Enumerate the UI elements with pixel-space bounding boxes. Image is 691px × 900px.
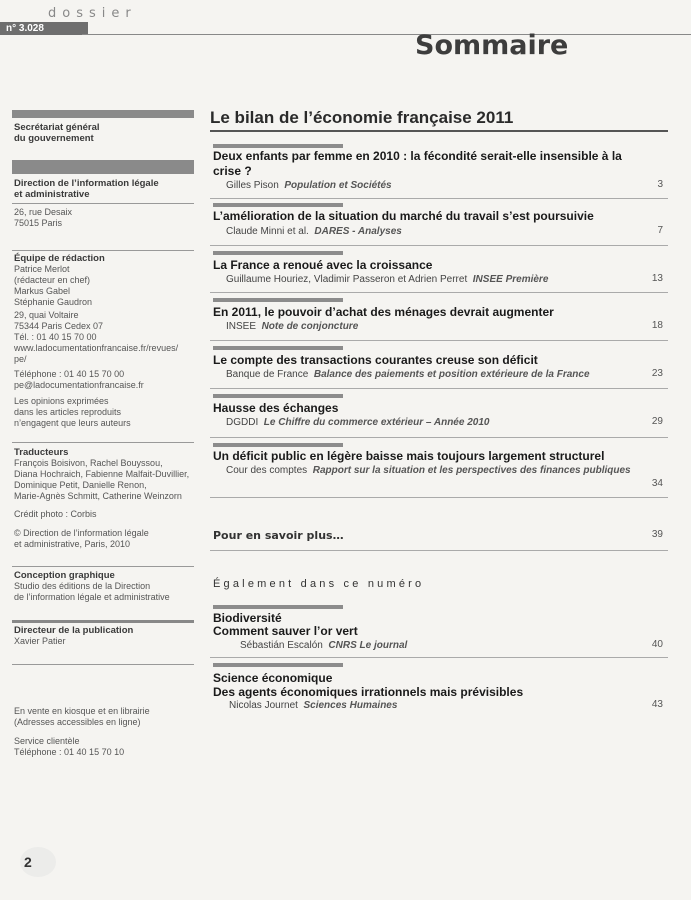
- extra-title[interactable]: Comment sauver l’or vert: [213, 624, 358, 638]
- separator: [210, 388, 668, 389]
- article-title[interactable]: Deux enfants par femme en 2010 : la fécondité serait-elle insensible à la crise ?: [213, 149, 622, 178]
- article-title[interactable]: Hausse des échanges: [213, 401, 339, 415]
- article-source: Claude Minni et al. DARES - Analyses: [226, 226, 402, 237]
- article-source: INSEE Note de conjoncture: [226, 321, 359, 332]
- directeur-heading: Directeur de la publication: [14, 625, 134, 636]
- issue-number: n° 3.028: [0, 22, 88, 35]
- sgg-heading: Secrétariat général du gouvernement: [14, 122, 100, 144]
- page-number: 2: [20, 847, 56, 877]
- traducteurs-heading: Traducteurs: [14, 447, 69, 458]
- separator: [210, 550, 668, 551]
- sidebar-rule: [12, 664, 194, 665]
- extra-source: Nicolas Journet Sciences Humaines: [229, 700, 398, 711]
- article-page: 7: [657, 225, 663, 236]
- article-source: Banque de France Balance des paiements et position extérieure de la France: [226, 369, 590, 380]
- also-heading: Également dans ce numéro: [213, 578, 425, 590]
- extra-section: Biodiversité: [213, 611, 282, 625]
- directeur-name: Xavier Patier: [14, 636, 66, 646]
- main-rule: [210, 130, 668, 132]
- separator: [210, 437, 668, 438]
- dossier-kicker: dossier: [48, 6, 137, 21]
- extra-section: Science économique: [213, 671, 333, 685]
- dila-heading: Direction de l’information légale et administrative: [14, 178, 159, 200]
- disclaimer: Les opinions exprimées dans les articles reproduits n’engagent que leurs auteurs: [14, 396, 131, 428]
- article-bar: [213, 394, 343, 398]
- article-bar: [213, 443, 343, 447]
- extra-page: 40: [651, 639, 663, 650]
- conception-text: Studio des éditions de la Direction de l’information légale et administrative: [14, 581, 170, 602]
- header-rule: [82, 34, 691, 35]
- photo-credit: Crédit photo : Corbis: [14, 509, 97, 519]
- article-title[interactable]: L’amélioration de la situation du marché du travail s’est poursuivie: [213, 209, 594, 223]
- conception-heading: Conception graphique: [14, 570, 115, 581]
- article-page: 34: [651, 478, 663, 489]
- traducteurs-list: François Boisivon, Rachel Bouyssou, Diana Hochraich, Fabienne Malfait-Duvillier, Dominique Petit, Danielle Renon, Marie-Agnès Schmitt, Catherine Weinzorn: [14, 458, 190, 501]
- article-title[interactable]: Le compte des transactions courantes creuse son déficit: [213, 353, 538, 367]
- copyright: © Direction de l’information légale et administrative, Paris, 2010: [14, 528, 149, 549]
- article-page: 3: [657, 179, 663, 190]
- main-title: Le bilan de l’économie française 2011: [210, 108, 514, 127]
- sidebar-rule: [12, 250, 194, 251]
- page-title: Sommaire: [415, 30, 569, 61]
- article-source: Cour des comptes Rapport sur la situation et les perspectives des finances publiques: [226, 465, 631, 476]
- sidebar-divider: [12, 160, 194, 174]
- sidebar-rule: [12, 203, 194, 204]
- sidebar-rule: [12, 566, 194, 567]
- article-page: 18: [651, 320, 663, 331]
- article-bar: [213, 298, 343, 302]
- article-source: Gilles Pison Population et Sociétés: [226, 180, 392, 191]
- article-bar: [213, 663, 343, 667]
- extra-source: Sébastián Escalón CNRS Le journal: [240, 640, 408, 651]
- sidebar-rule: [12, 442, 194, 443]
- contact-info: Téléphone : 01 40 15 70 00 pe@ladocumentationfrancaise.fr: [14, 369, 144, 390]
- article-bar: [213, 346, 343, 350]
- redaction-heading: Équipe de rédaction: [14, 253, 105, 264]
- article-bar: [213, 251, 343, 255]
- article-page: 29: [651, 416, 663, 427]
- article-title[interactable]: La France a renoué avec la croissance: [213, 258, 433, 272]
- redaction-address: 29, quai Voltaire 75344 Paris Cedex 07 Tél. : 01 40 15 70 00 www.ladocumentationfrancaise.fr/revues/ pe/: [14, 310, 179, 364]
- redaction-list: Patrice Merlot (rédacteur en chef) Markus Gabel Stéphanie Gaudron: [14, 264, 93, 307]
- more-link[interactable]: Pour en savoir plus…: [213, 529, 344, 542]
- sales-info: En vente en kiosque et en librairie (Adresses accessibles en ligne): [14, 706, 150, 727]
- article-source: Guillaume Houriez, Vladimir Passeron et Adrien Perret INSEE Première: [226, 274, 549, 285]
- separator: [210, 497, 668, 498]
- dila-address: 26, rue Desaix 75015 Paris: [14, 207, 73, 228]
- sidebar-divider: [12, 110, 194, 118]
- article-page: 23: [651, 368, 663, 379]
- sidebar-rule: [12, 620, 194, 623]
- extra-title[interactable]: Des agents économiques irrationnels mais prévisibles: [213, 685, 524, 699]
- article-bar: [213, 605, 343, 609]
- article-bar: [213, 203, 343, 207]
- separator: [210, 245, 668, 246]
- extra-page: 43: [651, 699, 663, 710]
- article-page: 13: [651, 273, 663, 284]
- separator: [210, 340, 668, 341]
- article-bar: [213, 144, 343, 148]
- more-page: 39: [651, 529, 663, 540]
- article-title[interactable]: En 2011, le pouvoir d’achat des ménages devrait augmenter: [213, 305, 554, 319]
- separator: [210, 198, 668, 199]
- article-title[interactable]: Un déficit public en légère baisse mais toujours largement structurel: [213, 449, 605, 463]
- article-source: DGDDI Le Chiffre du commerce extérieur – Année 2010: [226, 417, 490, 428]
- separator: [210, 292, 668, 293]
- customer-service: Service clientèle Téléphone : 01 40 15 70 10: [14, 736, 125, 757]
- separator: [210, 657, 668, 658]
